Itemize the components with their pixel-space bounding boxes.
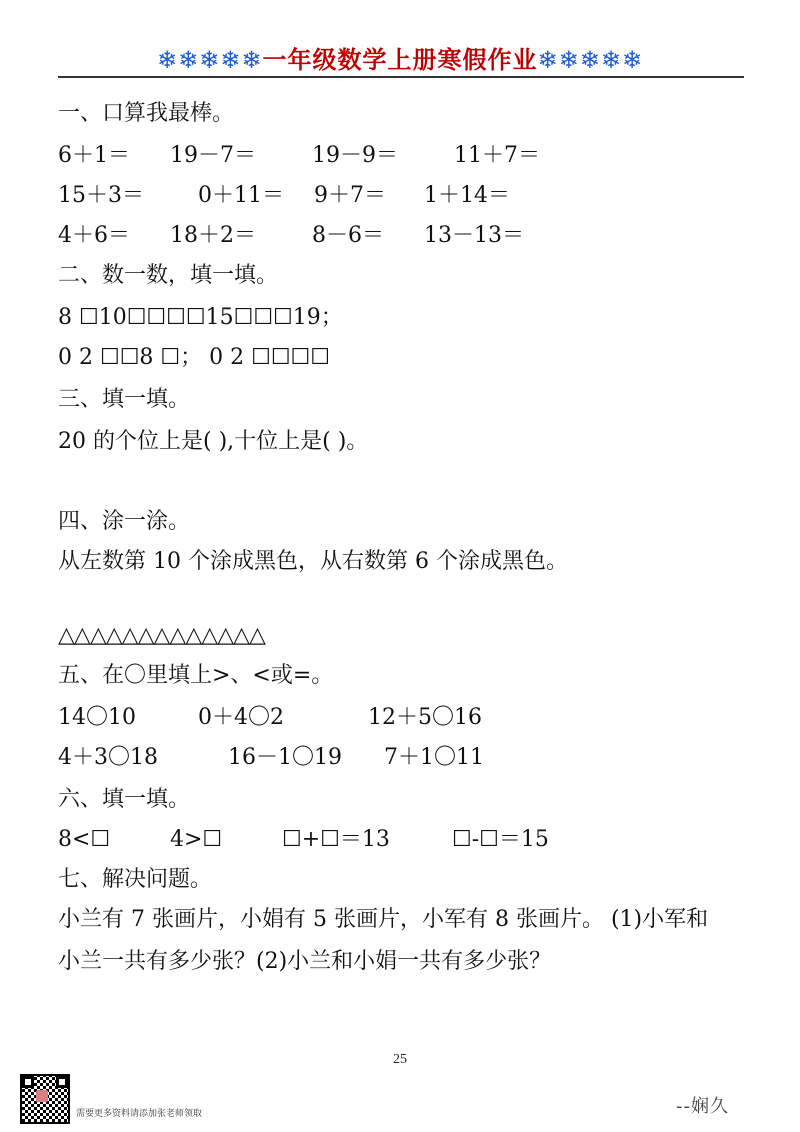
section-2-title: 二、数一数，填一填。 — [58, 263, 279, 288]
coloring-instruction: 从左数第 10 个涂成黑色，从右数第 6 个涂成黑色。 — [58, 549, 568, 574]
header-divider — [58, 76, 744, 78]
number-sequence-1: 8 ☐10☐☐☐☐15☐☐☐19； — [58, 305, 343, 330]
fill-item: 4>☐ — [170, 827, 223, 852]
calc-item: 6＋1＝ — [58, 143, 130, 168]
word-problem-line-1: 小兰有 7 张画片，小娟有 5 张画片，小军有 8 张画片。 (1)小军和 — [58, 907, 709, 932]
calc-item: 4＋6＝ — [58, 223, 130, 248]
fill-item: 8<☐ — [58, 827, 111, 852]
watermark: --娴久 — [676, 1096, 729, 1117]
section-1-title: 一、口算我最棒。 — [58, 101, 235, 126]
compare-item: 16－1〇19 — [228, 745, 342, 770]
calc-item: 13－13＝ — [424, 223, 524, 248]
place-value-question: 20 的个位上是( ),十位上是( )。 — [58, 429, 369, 454]
section-7-title: 七、解决问题。 — [58, 867, 213, 892]
fill-item: ☐-☐＝15 — [452, 827, 549, 852]
page-title: 一年级数学上册寒假作业 — [262, 46, 538, 74]
calc-item: 11＋7＝ — [454, 143, 540, 168]
calc-item: 19－7＝ — [170, 143, 256, 168]
calc-item: 15＋3＝ — [58, 183, 144, 208]
word-problem-line-2: 小兰一共有多少张？(2)小兰和小娟一共有多少张？ — [58, 949, 552, 974]
compare-item: 0＋4〇2 — [198, 705, 284, 730]
page-number: 25 — [393, 1052, 407, 1067]
footer-note: 需要更多资料请添加张老师领取 — [76, 1109, 203, 1119]
page-header — [0, 40, 800, 75]
section-5-title: 五、在〇里填上>、<或=。 — [58, 663, 334, 688]
compare-item: 14〇10 — [58, 705, 136, 730]
snowflake-right-icons: ❄❄❄❄❄ — [537, 46, 644, 74]
calc-item: 1＋14＝ — [424, 183, 510, 208]
fill-item: ☐+☐＝13 — [282, 827, 390, 852]
calc-item: 8－6＝ — [312, 223, 384, 248]
section-6-title: 六、填一填。 — [58, 787, 191, 812]
calc-item: 0＋11＝ — [198, 183, 284, 208]
calc-item: 19－9＝ — [312, 143, 398, 168]
compare-item: 12＋5〇16 — [368, 705, 482, 730]
avatar — [36, 1090, 48, 1102]
snowflake-left-icons: ❄❄❄❄❄ — [156, 46, 263, 74]
compare-item: 7＋1〇11 — [384, 745, 484, 770]
calc-item: 18＋2＝ — [170, 223, 256, 248]
section-4-title: 四、涂一涂。 — [58, 509, 191, 534]
triangle-row: △△△△△△△△△△△△△ — [58, 623, 265, 648]
compare-item: 4＋3〇18 — [58, 745, 158, 770]
calc-item: 9＋7＝ — [314, 183, 386, 208]
section-3-title: 三、填一填。 — [58, 387, 191, 412]
number-sequence-2: 0 2 ☐☐8 ☐； 0 2 ☐☐☐☐ — [58, 345, 331, 370]
